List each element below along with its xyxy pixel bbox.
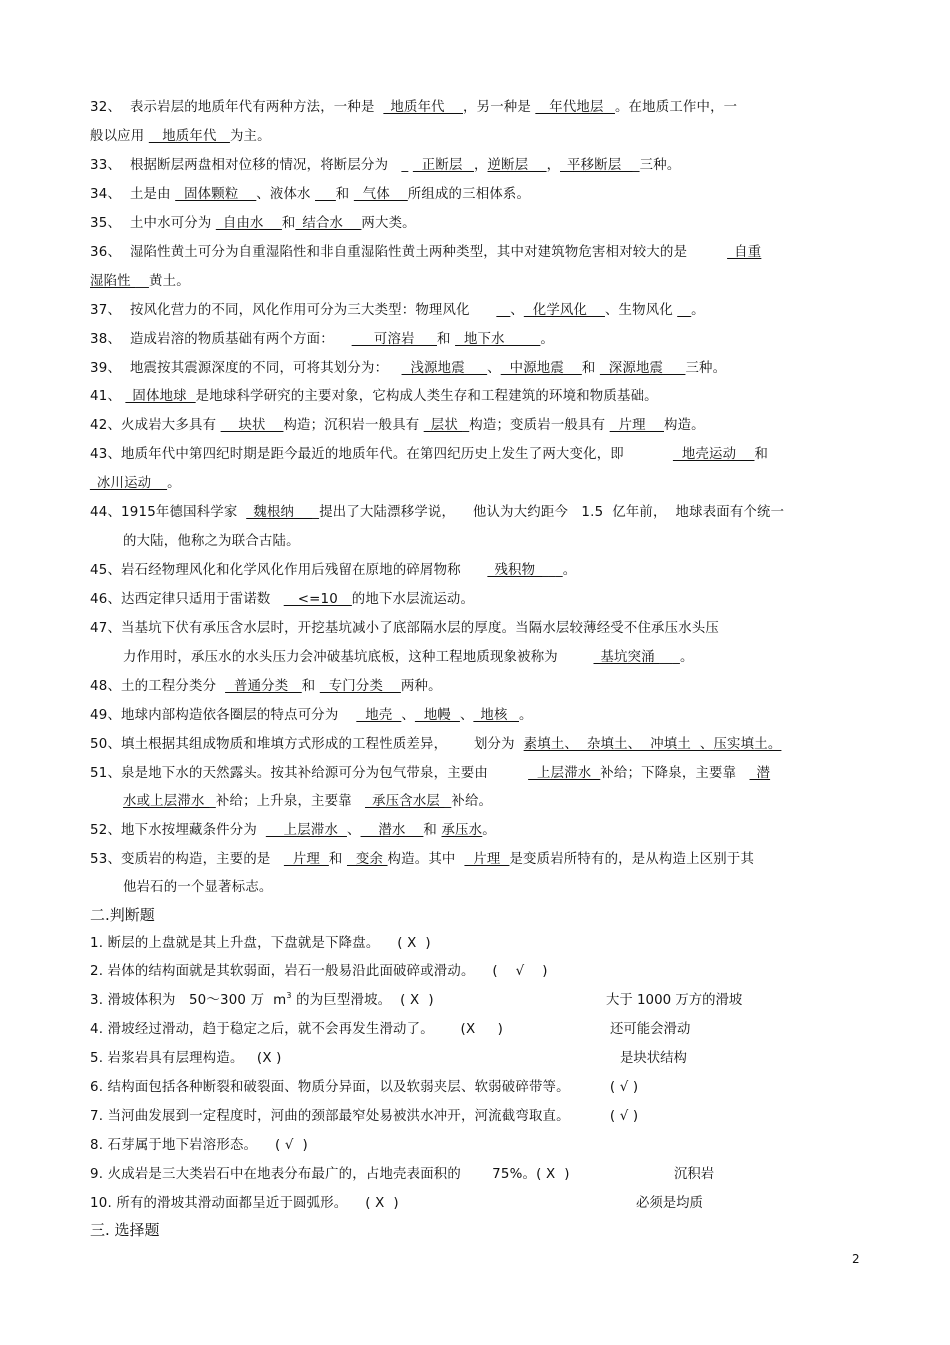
question-text: 构造；沉积岩一般具有: [283, 418, 424, 433]
answer-blank: 变余: [346, 852, 388, 867]
question-text: 41、: [90, 389, 126, 404]
correction-note: 是块状结构: [620, 1051, 687, 1066]
question-text: 36、 湿陷性黄土可分为自重湿陷性和非自重湿陷性黄土两种类型，其中对建筑物危害相对较大的是: [90, 245, 728, 260]
question-text: ，: [473, 158, 488, 173]
question-text: 、液体水: [256, 187, 316, 202]
question-text: 是变质岩所特有的，是从构造上区别于其: [509, 852, 755, 867]
question-line: [123, 793, 898, 811]
answer-blank: _固体地球: [125, 389, 196, 404]
question-text: 和: [335, 187, 354, 202]
correction-note: 还可能会滑动: [610, 1022, 691, 1037]
question-text: 42、火成岩大多具有: [90, 418, 221, 433]
judge-text: 7. 当河曲发展到一定程度时，河曲的颈部最窄处易被洪水冲开，河流截弯取直。 ( √ ): [90, 1109, 639, 1124]
question-text: 52、地下水按埋藏条件分为: [90, 823, 266, 838]
question-text: 34、 土是由: [90, 187, 176, 202]
answer-blank: _自由水 __: [215, 216, 282, 231]
question-text: 37、 按风化营力的不同，风化作用可分为三大类型：物理风化: [90, 303, 497, 318]
question-line: [90, 273, 865, 291]
question-text: 32、 表示岩层的地质年代有两种方法，一种是: [90, 100, 384, 115]
answer-blank: _自重: [727, 245, 762, 260]
answer-blank: 地壳: [356, 708, 402, 723]
question-line: [90, 244, 865, 262]
question-text: 和: [281, 216, 296, 231]
judge-text: 4. 滑坡经过滑动，趋于稳定之后，就不会再发生滑动了。 (X ): [90, 1022, 504, 1037]
question-text: 、: [401, 708, 415, 723]
answer-blank: 浅源地震: [401, 361, 488, 376]
answer-blank: 水或上层滞水: [123, 794, 209, 809]
question-text: 。: [482, 823, 496, 838]
question-text: 。: [562, 563, 577, 578]
question-text: 他岩石的一个显著标志。: [123, 880, 273, 895]
judge-item: [90, 1050, 865, 1068]
judge-text: 3. 滑坡体积为 50～300 万 m: [90, 993, 287, 1008]
answer-blank: 可溶岩: [351, 332, 437, 347]
judge-text: 5. 岩浆岩具有层理构造。 (X ): [90, 1051, 282, 1066]
question-line: [90, 736, 865, 754]
answer-blank: 素填土、 杂填土、 冲填土 、压实填土。: [523, 737, 782, 752]
question-text: 45、岩石经物理风化和化学风化作用后残留在原地的碎屑物称: [90, 563, 488, 578]
answer-blank: __<=10__: [283, 592, 352, 607]
question-text: 47、当基坑下伏有承压含水层时，开挖基坑减小了底部隔水层的厚度。当隔水层较薄经受不住承压水头压: [90, 621, 720, 636]
answer-blank: _地质年代_ _: [383, 100, 464, 115]
answer-blank: _承压含水层: [365, 794, 445, 809]
question-text: 49、地球内部构造依各圈层的特点可分为: [90, 708, 357, 723]
judge-item: [90, 1079, 865, 1097]
answer-blank: 地下水: [455, 332, 541, 347]
question-text: 43、地质年代中第四纪时期是距今最近的地质年代。在第四纪历史上发生了两大变化，即: [90, 447, 673, 462]
section-heading-judge: 二.判断题: [90, 906, 155, 924]
correction-note: 大于 1000 万方的滑坡: [606, 993, 743, 1008]
superscript: 3: [286, 991, 292, 1000]
question-line: [90, 331, 865, 349]
judge-item: [90, 1021, 865, 1039]
correction-note: 必须是均质: [636, 1196, 703, 1211]
question-line: [90, 360, 865, 378]
answer-blank: 块状: [220, 418, 284, 433]
answer-blank: 上层滞水: [265, 823, 347, 838]
question-line: [90, 678, 865, 696]
question-text: 、: [487, 361, 501, 376]
question-text: _补给；上升泉，主要靠: [209, 794, 366, 809]
judge-item: [90, 1166, 865, 1184]
question-line: [90, 562, 865, 580]
answer-blank: 中源地震: [500, 361, 582, 376]
question-text: 44、1915年德国科学家: [90, 505, 247, 520]
answer-blank: 专门分类: [319, 679, 401, 694]
answer-blank: _层状: [423, 418, 463, 433]
answer-blank: _平移断层 _: [560, 158, 633, 173]
question-text: 、: [346, 823, 361, 838]
question-line: [90, 591, 865, 609]
question-text: 补给；下降泉，主要靠: [600, 766, 750, 781]
question-text: 53、变质岩的构造，主要的是: [90, 852, 284, 867]
question-text: __黄土。: [135, 274, 190, 289]
page-number: 2: [852, 1252, 860, 1266]
judge-text: 8. 石芽属于地下岩溶形态。 ( √ ): [90, 1138, 308, 1153]
judge-text: 1. 断层的上盘就是其上升盘，下盘就是下降盘。 ( X ): [90, 936, 431, 951]
question-line: [90, 186, 865, 204]
answer-blank: 深源地震: [599, 361, 686, 376]
question-text: 为主。: [229, 129, 271, 144]
answer-blank: _地核 _: [473, 708, 519, 723]
judge-item: [90, 1108, 865, 1126]
question-text: 38、 造成岩溶的物质基础有两个方面：: [90, 332, 352, 347]
answer-blank: 承压水: [441, 823, 483, 838]
judge-text: 6. 结构面包括各种断裂和破裂面、物质分异面，以及软弱夹层、软弱破碎带等。 ( √ ): [90, 1080, 639, 1095]
question-text: 和: [423, 823, 442, 838]
question-line: [123, 649, 898, 667]
question-text: 和: [436, 332, 456, 347]
section-heading-choice: 三. 选择题: [90, 1221, 160, 1239]
question-text: 两种。: [400, 679, 442, 694]
judge-text: 10. 所有的滑坡其滑动面都呈近于圆弧形。 ( X ): [90, 1196, 399, 1211]
question-text: _构造；变质岩一般具有: [462, 418, 610, 433]
question-line: [123, 879, 898, 897]
question-text: 两大类。: [361, 216, 416, 231]
question-line: [90, 851, 865, 869]
question-text: 。: [540, 332, 554, 347]
question-text: 所组成的三相体系。: [407, 187, 531, 202]
judge-item: [90, 1137, 865, 1155]
question-text: ，: [546, 158, 561, 173]
question-text: ___: [542, 563, 563, 578]
question-line: [90, 157, 865, 175]
answer-blank: 化学风化: [523, 303, 605, 318]
question-text: 。: [679, 650, 694, 665]
question-text: 和: [301, 679, 320, 694]
question-line: [90, 765, 865, 783]
question-line: [90, 475, 865, 493]
question-line: [90, 446, 865, 464]
question-text: 和: [754, 447, 769, 462]
answer-blank: 逆断层 __: [487, 158, 547, 173]
question-line: [90, 504, 865, 522]
question-text: ，另一种是: [463, 100, 536, 115]
question-text: 33、 根据断层两盘相对位移的情况，将断层分为 _: [90, 158, 413, 173]
question-text: ___: [659, 650, 680, 665]
answer-blank: 固体颗粒: [175, 187, 257, 202]
answer-blank: _冰川运动 _: [90, 476, 168, 491]
question-text: 48、土的工程分类分: [90, 679, 226, 694]
question-text: 力作用时，承压水的水头压力会冲破基坑底板，这种工程地质现象被称为: [123, 650, 594, 665]
question-line: [123, 533, 898, 551]
question-text: 三种。: [685, 361, 727, 376]
question-text: 、: [459, 708, 474, 723]
question-text: 的大陆，他称之为联合古陆。: [123, 534, 300, 549]
question-text: 35、 土中水可分为: [90, 216, 216, 231]
answer-blank: __年代地层_: [535, 100, 615, 115]
question-text: 51、泉是地下水的天然露头。按其补给源可分为包气带泉，主要由: [90, 766, 529, 781]
judge-item: [90, 1195, 865, 1213]
question-text: 、: [510, 303, 524, 318]
question-text: 46、达西定律只适用于雷诺数: [90, 592, 284, 607]
question-text: 和: [328, 852, 347, 867]
answer-blank: ___: [315, 187, 336, 202]
question-line: [90, 99, 865, 117]
answer-blank: 上层滞水: [528, 766, 601, 781]
question-line: [90, 302, 865, 320]
judge-text: 2. 岩体的结构面就是其软弱面，岩石一般易沿此面破碎或滑动。 ( √ ): [90, 964, 548, 979]
answer-blank: _基坑突涌: [593, 650, 660, 665]
answer-blank: 潜水: [360, 823, 424, 838]
question-text: 39、 地震按其震源深度的不同，可将其划分为：: [90, 361, 402, 376]
question-text: 。: [167, 476, 181, 491]
question-text: 。在地质工作中，一: [614, 100, 738, 115]
question-line: [90, 215, 865, 233]
question-text: 般以应用: [90, 129, 149, 144]
question-text: 50、填土根据其组成物质和堆填方式形成的工程性质差异， 划分为: [90, 737, 524, 752]
question-text: 和: [581, 361, 600, 376]
judge-item: [90, 992, 865, 1010]
answer-blank: 片理: [283, 852, 329, 867]
answer-blank: 片理: [464, 852, 510, 867]
answer-blank: 普通分类: [225, 679, 302, 694]
question-text: 是地球科学研究的主要对象，它构成人类生存和工程建筑的环境和物质基础。: [195, 389, 658, 404]
answer-blank: 片理 __: [609, 418, 664, 433]
question-line: [90, 822, 865, 840]
judge-text-rest: 的为巨型滑坡。 ( X ): [291, 993, 434, 1008]
question-text: 。: [518, 708, 533, 723]
question-line: [90, 417, 865, 435]
answer-blank: __: [496, 303, 511, 318]
judge-text: 9. 火成岩是三大类岩石中在地表分布最广的，占地壳表面积的 75%。( X ): [90, 1167, 570, 1182]
answer-blank: _结合水 __: [295, 216, 362, 231]
question-text: 的地下水层流运动。: [351, 592, 475, 607]
answer-blank: _魏根纳 __: [246, 505, 313, 520]
question-line: [90, 388, 865, 406]
question-text: _三种。: [632, 158, 681, 173]
question-text: 、生物风化: [604, 303, 678, 318]
question-line: [90, 707, 865, 725]
judge-item: [90, 963, 865, 981]
question-text: _提出了大陆漂移学说， 他认为大约距今 1.5 亿年前， 地球表面有个统一: [312, 505, 785, 520]
correction-note: 沉积岩: [674, 1167, 715, 1182]
question-text: 构造。其中: [387, 852, 465, 867]
answer-blank: _残积物_: [487, 563, 543, 578]
question-line: [90, 620, 865, 638]
answer-blank: 地幔: [414, 708, 460, 723]
judge-item: [90, 935, 865, 953]
answer-blank: 地壳运动 __: [672, 447, 755, 462]
answer-blank: 正断层 _: [412, 158, 474, 173]
question-text: _补给。: [444, 794, 493, 809]
answer-blank: _潜: [749, 766, 771, 781]
question-text: 。: [691, 303, 705, 318]
answer-blank: 地质年代: [148, 129, 230, 144]
answer-blank: 湿陷性: [90, 274, 136, 289]
answer-blank: 气体: [353, 187, 408, 202]
question-line: [90, 128, 865, 146]
answer-blank: __: [677, 303, 692, 318]
question-text: 构造。: [664, 418, 705, 433]
